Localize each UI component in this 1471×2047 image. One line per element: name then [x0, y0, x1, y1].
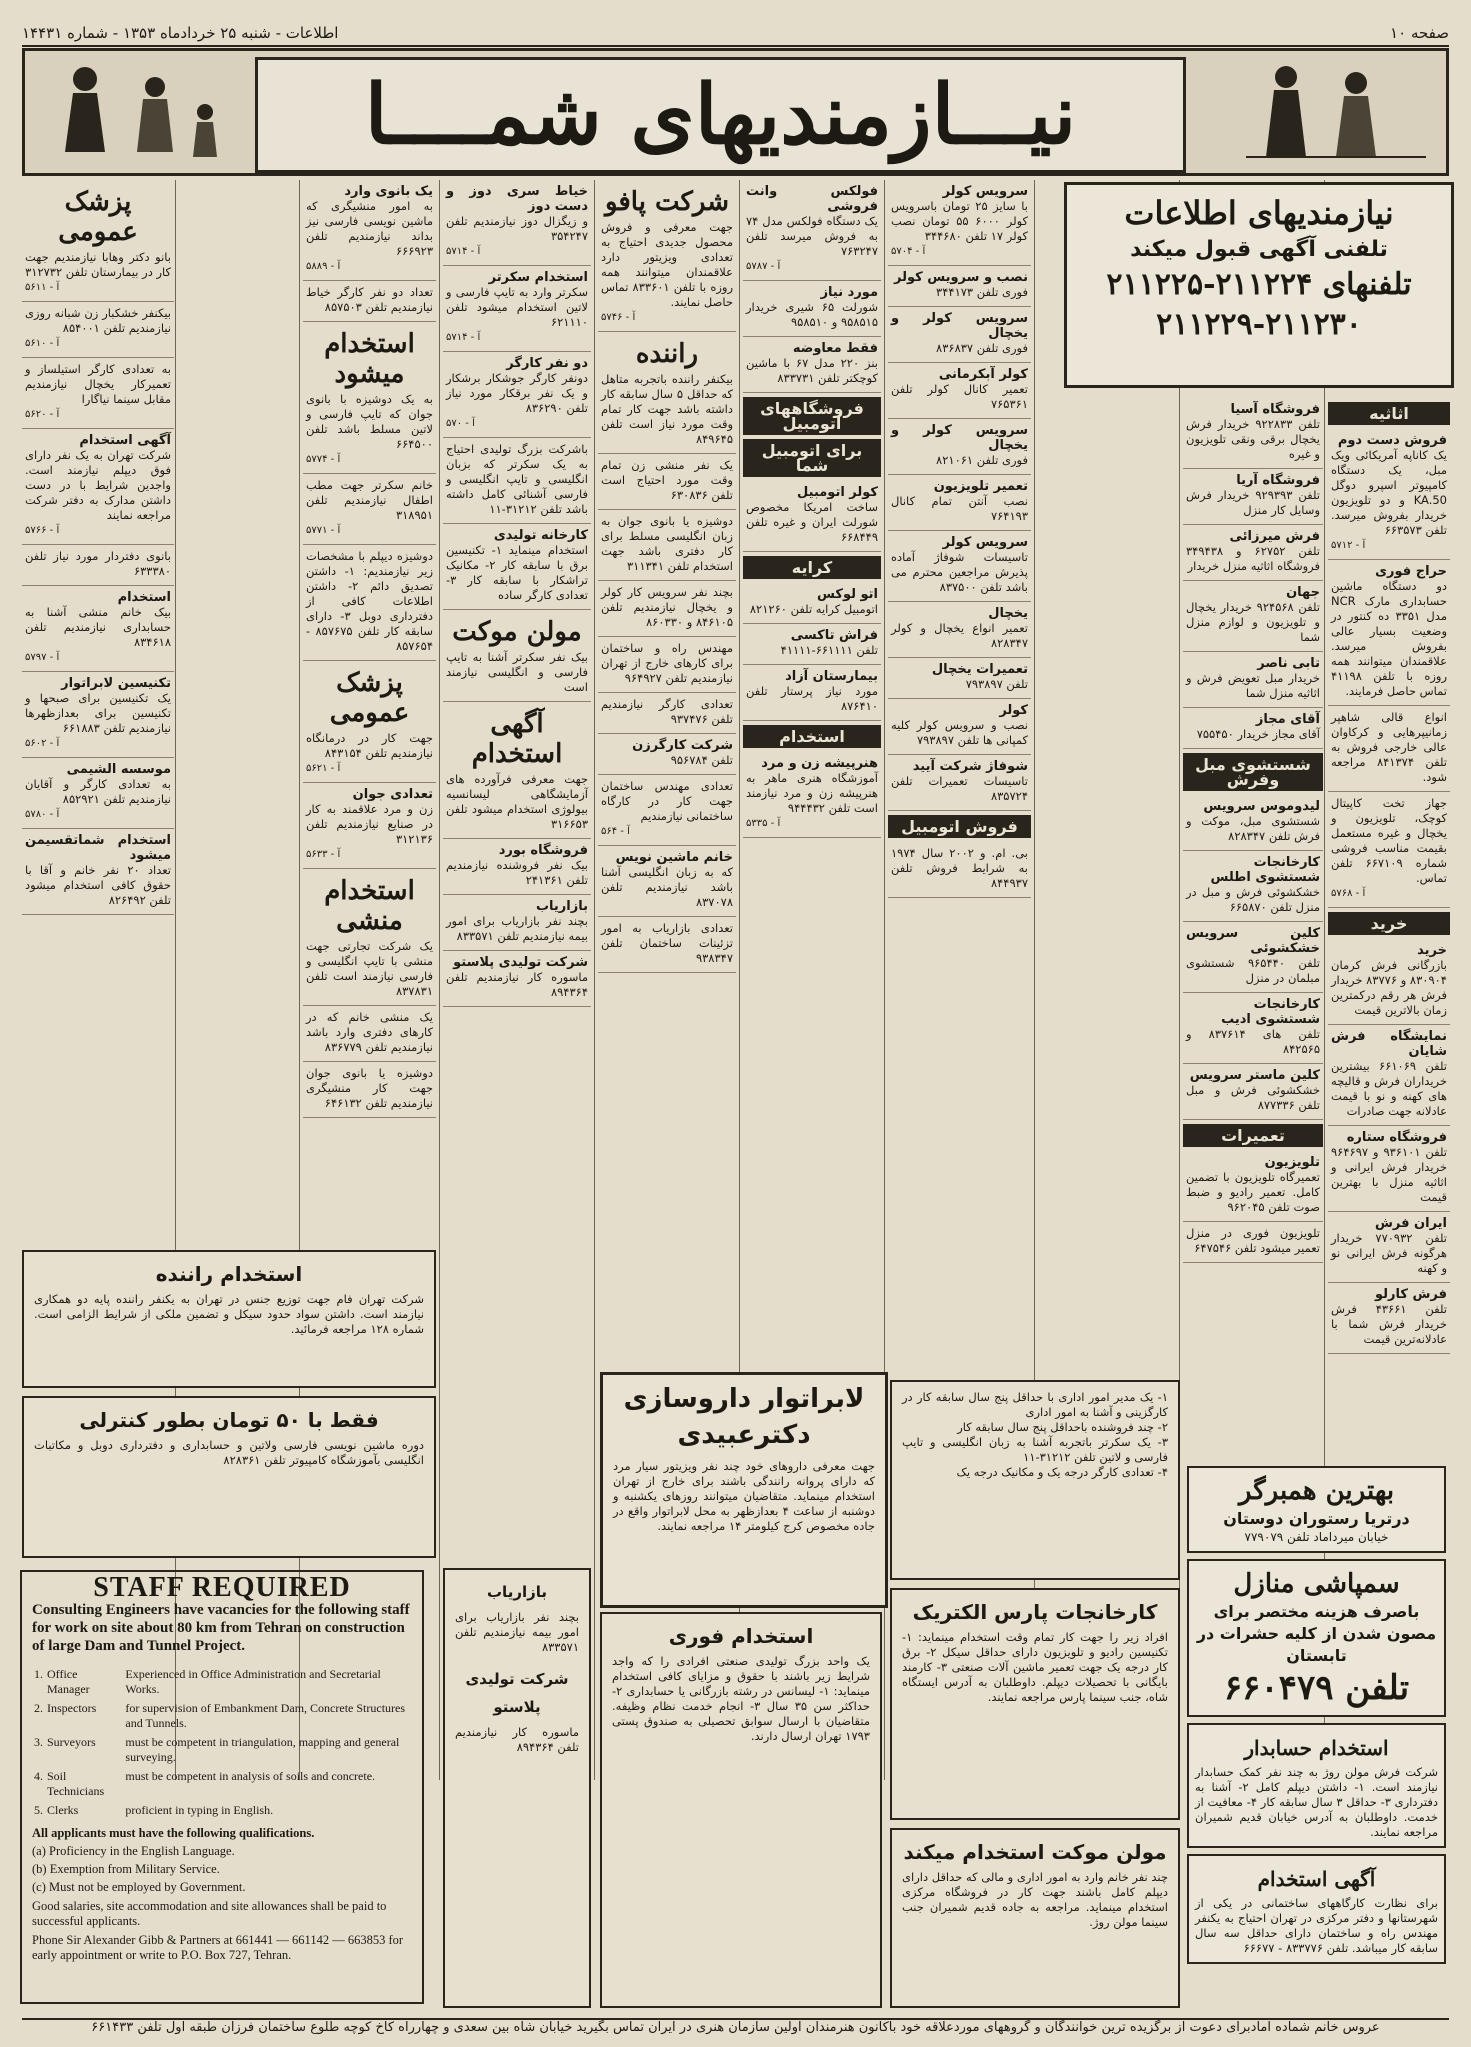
ad-item: کولر آبکرمانی تعمیر کانال کولر تلفن ۷۶۵۳۶۱	[888, 363, 1031, 419]
page-footer: عروس خانم شماده امادبرای دعوت از برگزیده ترین خوانندگان و گروههای موردعلاقه خود باکانون هنرمندان اولین سازمان هنری در ایران تماس بگیرید خیابان شاه بین سعدی و چهارراه کاخ کوچه طلوع ساختمان فرزان طبقه اول تلفن ۶۶۱۴۳۳	[22, 2018, 1449, 2042]
ad-item: بانوی دفتردار مورد نیاز تلفن ۶۳۳۳۸۰	[22, 545, 174, 586]
ad-item: استخدام شماتقسیمن میشود تعداد ۲۰ نفر خانم و آقا با حقوق کافی استخدام میشود تلفن ۸۲۶۴۹۲	[22, 829, 174, 915]
moulin-title: مولن موکت استخدام میکند	[903, 1840, 1167, 1864]
ad-item: به تعدادی کارگر استیلساز و تعمیرکار یخچال نیازمندیم مقابل سینما نیاگارا آ - ۵۶۲۰	[22, 358, 174, 429]
ad-item: کارخانه تولیدی استخدام مینماید ۱- تکنیسین برق با سابقه کار ۲- مکانیک تراشکار با سابقه کار ۳- تعدادی کارگر ساده	[443, 524, 591, 610]
staff-intro: Consulting Engineers have vacancies for the following staff for work on site about 80 km from Tehran on construction of large Dam and Tunnel Project.	[32, 1602, 410, 1654]
ad-item: فروشگاه بورد بیک نفر فروشنده نیازمندیم تلفن ۲۴۱۳۶۱	[443, 839, 591, 895]
staff-title: STAFF REQUIRED	[93, 1572, 351, 1603]
contact-note: Phone Sir Alexander Gibb & Partners at 661441 — 661142 — 663853 for early appointment or write to P.O. Box 727, Tehran.	[32, 1933, 404, 1962]
ad-item: جهان تلفن ۹۲۴۵۶۸ خریدار یخچال و تلویزیون و لوازم منزل شما	[1183, 581, 1323, 652]
ad-item: شرکت کارگرزن تلفن ۹۵۶۷۸۴	[598, 734, 736, 775]
pars-title: کارخانجات پارس الکتریک	[912, 1600, 1158, 1624]
ad-item: فرش میرزائی تلفن ۶۲۷۵۲ و ۳۴۹۴۳۸ فروشگاه اثاثیه منزل خریدار	[1183, 525, 1323, 581]
ad-item: بیکنفر خشکبار زن شبانه روزی نیازمندیم تلفن ۸۵۴۰۰۱ آ - ۵۶۱۰	[22, 302, 174, 358]
table-row: 3. Surveyors must be competent in triangulation, mapping and general surveying.	[34, 1735, 400, 1764]
ad-item: بی. ام. و ۲۰۰۲ سال ۱۹۷۴ به شرایط فروش تلفن ۸۴۴۹۳۷	[888, 842, 1031, 898]
ad-item: تعمیر تلویزیون نصب آنتن تمام کانال ۷۶۴۱۹۳	[888, 475, 1031, 531]
ad-item: تعدادی جوان زن و مرد علاقمند به کار در صنایع نیازمندیم تلفن ۳۱۲۱۳۶ آ - ۵۶۳۳	[303, 783, 436, 869]
family-illustration-icon	[35, 57, 245, 167]
ad-item: فراش تاکسی تلفن ۶۶۱۱۱۱-۴۱۱۱۱	[743, 624, 881, 665]
course-box: فقط با ۵۰ تومان بطور کنترلی دوره ماشین نویسی فارسی ولاتین و حسابداری و دفترداری دوبل و مکاتبات انگلیسی بآموزشگاه کامپیوتر تلفن ۸۲۸۳۶۱	[22, 1396, 436, 1558]
staff-required-ad	[20, 1570, 424, 2004]
ad-item: یک نفر منشی زن تمام وقت مورد احتیاج است تلفن ۶۳۰۸۳۶	[598, 454, 736, 510]
section-buy: خرید	[1328, 912, 1450, 935]
section-car-shops: فروشگاههای اتومبیل	[743, 397, 881, 435]
ad-item: حراج فوری دو دستگاه ماشین حسابداری مارک NCR مدل ۳۳۵۱ ده کنتور در وضعیت بسیار عالی بفروش میرسد. علاقمندان میتوانند همه روزه با تلفن ۴۱۱۹۸ تماس حاصل فرمایند.	[1328, 560, 1450, 706]
section-repairs: تعمیرات	[1183, 1124, 1323, 1147]
qual-item: (b) Exemption from Military Service.	[32, 1862, 220, 1876]
ad-item: پزشک عمومی جهت کار در درمانگاه نیازمندیم تلفن ۸۴۳۱۵۴ آ - ۵۶۲۱	[303, 661, 436, 783]
ad-item: فروشگاه آریا تلفن ۹۲۹۳۹۳ خریدار فرش وسایل کار منزل	[1183, 469, 1323, 525]
ad-item: خیاط سری دوز و دست دوز و زیگزال دوز نیازمندیم تلفن ۳۵۴۲۴۷ آ - ۵۷۱۴	[443, 180, 591, 266]
column-jobs-a	[598, 180, 736, 1340]
pest-control-ad: سمپاشی منازل باصرف هزینه مختصر برای مصون شدن از کلیه حشرات در تابستان تلفن ۶۶۰۴۷۹	[1187, 1559, 1446, 1717]
column-jobs-d	[22, 180, 174, 1240]
table-row: 1. Office Manager Experienced in Office Administration and Secretarial Works.	[34, 1667, 381, 1696]
right-bottom-ads	[1183, 1460, 1450, 2008]
ad-item: دوشیزه یا بانوی جوان جهت کار منشیگری نیازمندیم تلفن ۶۴۶۱۳۲	[303, 1062, 436, 1118]
table-row: 4. Soil Technicians must be competent in analysis of soils and concrete.	[34, 1769, 376, 1798]
ad-item: تعدادی مهندس ساختمان جهت کار در کارگاه ساختمانی نیازمندیم آ - ۵۶۴	[598, 775, 736, 846]
engineer-ad: آگهی استخدام برای نظارت کارگاههای ساختمانی در یکی از شهرستانها و دفتر مرکزی در تهران احتیاج به یکنفر مهندس راه و ساختمان دارای حداقل سه سال سابقه کار میباشد. تلفن ۸۳۳۷۷۶ - ۶۶۶۷۷	[1187, 1854, 1446, 1964]
ad-item: دوشیزه دیپلم با مشخصات زیر نیازمندیم: ۱- داشتن تصدیق دائم ۲- داشتن اطلاعات کافی از دفترداری دوبل ۳- دارای سابقه کار تلفن ۸۵۷۶۷۵ - ۸۵۷۶۵۴	[303, 545, 436, 661]
moulin-body: چند نفر خانم وارد به امور اداری و مالی که حداقل دارای دیپلم کامل باشند جهت کار در فروشگاه مرکزی استخدام مینماید. مراجعه به جاده قدیم شمیران جنب سینما مولن روژ.	[902, 1870, 1168, 1929]
staff-roles-table	[32, 1665, 412, 1820]
ad-item: تعدادی بازاریاب به امور تزئینات ساختمان تلفن ۹۳۸۳۴۷	[598, 917, 736, 973]
ad-item: نمایشگاه فرش شایان تلفن ۶۶۱۰۶۹ بیشترین خریداران فرش و قالیچه های کهنه و نو با قیمت عادلانه جهت صادرات	[1328, 1025, 1450, 1126]
ad-item: تلویزیون فوری در منزل تعمیر میشود تلفن ۶۴۷۵۴۶	[1183, 1222, 1323, 1263]
hamburger-ad: بهترین همبرگر درتریا رستوران دوستان خیابان میرداماد تلفن ۷۷۹۰۷۹	[1187, 1466, 1446, 1553]
issue-meta: اطلاعات - شنبه ۲۵ خردادماه ۱۳۵۳ - شماره ۱۴۴۳۱	[22, 24, 339, 42]
ad-item: کارخانجات شستشوی اطلس خشکشوئی فرش و مبل در منزل تلفن ۶۶۵۸۷۰	[1183, 851, 1323, 922]
staff-list-box: ۱- یک مدیر امور اداری با حداقل پنج سال سابقه کار در کارگزینی و آشنا به امور اداری ۲- چند فروشنده باحداقل پنج سال سابقه کار ۳- یک سکرتر باتجربه آشنا به زبان انگلیسی و تایپ فارسی و لاتین تلفن ۳۱۲۱۲-۱۱ ۴- تعدادی کارگر درجه یک و مکانیک درجه یک	[890, 1380, 1180, 1580]
page-header	[22, 16, 1449, 47]
banner-title: نیـــازمندیهای شمــــا	[255, 57, 1186, 173]
ad-item: فقط معاوضه بنز ۲۲۰ مدل ۶۷ با ماشین کوچکتر تلفن ۸۳۳۷۳۱	[743, 337, 881, 393]
ad-item: فروشگاه آسیا تلفن ۹۲۲۸۳۳ خریدار فرش یخچال برقی ونقی تلویزیون و غیره	[1183, 398, 1323, 469]
ad-item: خانم سکرتر جهت مطب اطفال نیازمندیم تلفن ۳۱۸۹۵۱ آ - ۵۷۷۱	[303, 474, 436, 545]
ad-item: سرویس کولر و یخچال فوری تلفن ۸۳۶۸۳۷	[888, 307, 1031, 363]
info-phone-box	[1064, 182, 1454, 388]
ad-item: کولر نصب و سرویس کولر کلیه کمپانی ها تلفن ۷۹۳۸۹۷	[888, 699, 1031, 755]
ad-item: آگهی استخدام جهت معرفی فرآورده های آزمایشگاهی لیسانسیه بیولوژی استخدام میشود تلفن ۳۱۶۶۵۳	[443, 702, 591, 839]
column-furniture	[1328, 398, 1450, 1458]
ad-item: لیدوموس سرویس شستشوی مبل، موکت و فرش تلفن ۸۲۸۳۴۷	[1183, 795, 1323, 851]
ad-item: انواع قالی شاهپر زمانیپرهایی و کرکاوان عالی خارجی فروش به تلفن ۸۴۱۳۷۴ مراجعه شود.	[1328, 706, 1450, 792]
column-jobs-c	[303, 180, 436, 1240]
ad-item: سرویس کولر و یخچال فوری تلفن ۸۲۱۰۶۱	[888, 419, 1031, 475]
section-washing: شستشوی مبل وفرش	[1183, 753, 1323, 791]
pars-electric-box	[890, 1588, 1180, 1820]
ad-item: دوشیزه یا بانوی جوان به زبان انگلیسی مسلط برای کار دفتری باشد جهت استخدام تلفن ۳۱۱۳۴۱	[598, 510, 736, 581]
ad-item: بازاریاب بچند نفر بازاریاب برای امور بیمه نیازمندیم تلفن ۸۳۳۵۷۱	[443, 895, 591, 951]
urgent-job-box	[600, 1612, 882, 2008]
moulin-box	[890, 1828, 1180, 2008]
ad-item: فرش کارلو تلفن ۴۳۶۶۱ فرش خریدار فرش شما با عادلانه‌ترین قیمت	[1328, 1283, 1450, 1354]
ad-item: فروش دست دوم یک کاناپه آمریکائی ویک مبل، یک دستگاه کامپیوتر اسپرو دوگل KA.50 و دو تلویزیون خریدار بفروش میرسد. تلفن ۶۶۳۵۷۳ آ - ۵۷۱۲	[1328, 429, 1450, 560]
ad-item: شوفاژ شرکت آیید تاسیسات تعمیرات تلفن ۸۳۵۷۲۴	[888, 755, 1031, 811]
column-rule	[439, 180, 440, 1780]
ad-item: سرویس کولر با سایز ۲۵ تومان باسرویس کولر ۶۰۰۰ ۵۵ تومان نصب کولر ۱۷ تلفن ۳۴۴۶۸۰ آ - ۵۷۰۴	[888, 180, 1031, 266]
column-rule	[594, 180, 595, 1780]
section-car-sale: فروش اتومبیل	[888, 815, 1031, 838]
ad-item: فروشگاه ستاره تلفن ۹۳۶۱۰۱ و ۹۶۴۶۹۷ خریدار فرش ایرانی و اثاثیه منزل با بهترین قیمت	[1328, 1126, 1450, 1212]
ad-item: کولر اتومبیل ساخت امریکا مخصوص شورلت ایران و غیره تلفن ۶۶۸۴۴۹	[743, 481, 881, 552]
section-employment: استخدام	[743, 725, 881, 748]
ad-item: تابی ناصر خریدار مبل تعویض فرش و اثاثیه منزل شما	[1183, 652, 1323, 708]
ad-item: یخچال تعمیر انواع یخچال و کولر ۸۲۸۳۴۷	[888, 602, 1031, 658]
ad-item: راننده بیکنفر راننده باتجربه متاهل که حداقل ۵ سال سابقه کار داشته باشد جهت کار تمام وقت مورد نیاز است تلفن ۸۴۹۶۴۵	[598, 332, 736, 454]
ad-item: جهاز تخت کاپیتال کوچک، تلویزیون و یخچال و غیره مستعمل بقیمت مناسب فروشی شماره ۶۶۷۱۰۹ تلفن تماس. آ - ۵۷۶۸	[1328, 792, 1450, 908]
lab-body: جهت معرفی داروهای خود چند نفر ویزیتور سیار مرد که دارای پروانه رانندگی باشند برای خارج از تهران استخدام مینماید. متقاضیان میتوانند روزهای یکشنبه و دوشنبه از ساعت ۴ بعدازظهر به محل لابراتوار واقع در جاده مخصوص کرج کیلومتر ۱۴ مراجعه نمایند.	[613, 1459, 875, 1533]
ad-item: مهندس راه و ساختمان برای کارهای خارج از تهران نیازمندیم تلفن ۹۶۴۹۲۷	[598, 637, 736, 693]
urgent-body: یک واحد بزرگ تولیدی صنعتی افرادی را که واجد شرایط زیر باشند با حقوق و مزایای کافی استخدام مینماید: ۱- لیسانس در رشته بازرگانی یا حسابداری ۲- حداکثر سن ۳۵ سال ۳- انجام خدمت نظام وظیفه. متقاضیان با ارسال سوابق تحصیلی به صندوق پستی ۱۷۹۳ تهران ارسال دارند.	[612, 1654, 870, 1743]
qual-item: (a) Proficiency in the English Language.	[32, 1844, 235, 1858]
ad-item: هنرپیشه زن و مرد آموزشگاه هنری ماهر به هنرپیشه زن و مرد نیازمند است تلفن ۹۴۴۴۳۲ آ - ۵۳۳۵	[743, 752, 881, 838]
info-phones-1: تلفنهای ۲۱۱۲۲۴-۲۱۱۲۲۵	[1106, 267, 1412, 302]
ad-item: مورد نیاز شورلت ۶۵ شیری خریدار ۹۵۸۵۱۵ و ۹۵۸۵۱۰	[743, 281, 881, 337]
ad-item: استخدام میشود به یک دوشیزه با بانوی جوان که تایپ فارسی و لاتین مسلط باشد تلفن ۶۶۴۵۰۰ آ - ۵۷۷۴	[303, 322, 436, 474]
ad-item: ایران فرش تلفن ۷۷۰۹۳۲ خریدار هرگونه فرش ایرانی نو و کهنه	[1328, 1212, 1450, 1283]
table-row: 2. Inspectors for supervision of Embankment Dam, Concrete Structures and Tunnels.	[34, 1701, 406, 1730]
ad-item: تکنیسین لابراتوار یک تکنیسین برای صبحها و تکنیسین برای بعدازظهرها نیازمندیم تلفن ۶۶۱۸۸۳ آ - ۵۶۰۲	[22, 672, 174, 758]
ad-item: تلویزیون تعمیرگاه تلویزیون با تضمین کامل. تعمیر رادیو و ضبط صوت تلفن ۹۶۲۰۴۵	[1183, 1151, 1323, 1222]
ad-item: تعدادی کارگر نیازمندیم تلفن ۹۳۷۴۷۶	[598, 693, 736, 734]
salary-note: Good salaries, site accommodation and site allowances shall be paid to successful applicants.	[32, 1899, 387, 1928]
ad-item: خانم ماشین نویس که به زبان انگلیسی آشنا باشد نیازمندیم تلفن ۸۳۷۰۷۸	[598, 846, 736, 917]
accountant-ad: استخدام حسابدار شرکت فرش مولن روژ به چند نفر کمک حسابدار نیازمند است. ۱- داشتن دیپلم کامل ۲- آشنا به دفترداری ۳- حداقل ۳ سال سابقه کار ۴- معافیت از خدمت. داوطلبان به آدرس خیابان قدیم شمیران مراجعه نمایند.	[1187, 1723, 1446, 1848]
ad-item: یک بانوی وارد به امور منشیگری که ماشین نویسی فارسی نیز بداند نیازمندیم تلفن ۶۶۶۹۲۳ آ - ۵۸۸۹	[303, 180, 436, 281]
driver-job-box: استخدام راننده شرکت تهران فام جهت توزیع جنس در تهران به یکنفر راننده پایه دو همکاری نیازمند است. داشتن سواد حدود سیکل و تضمین ملکی از شرایط الزامی است. شماره ۱۲۸ مراجعه فرمائید.	[22, 1250, 436, 1388]
column-shops	[1183, 398, 1323, 1458]
ad-item: نصب و سرویس کولر فوری تلفن ۳۴۴۱۷۳	[888, 266, 1031, 307]
info-title: نیازمندیهای اطلاعات	[1124, 194, 1394, 232]
ad-item: استخدام سکرتر سکرتر وارد به تایپ فارسی و لاتین استخدام میشود تلفن ۶۲۱۱۱۰ آ - ۵۷۱۴	[443, 266, 591, 352]
ad-item: فولکس وانت فروشی یک دستگاه فولکس مدل ۷۴ به فروش میرسد تلفن ۷۶۳۲۴۷ آ - ۵۷۸۷	[743, 180, 881, 281]
ad-item: استخدام منشی یک شرکت تجارتی جهت منشی با تایپ انگلیسی و فارسی نیازمند است تلفن ۸۳۷۸۳۱	[303, 869, 436, 1006]
ad-item: اتو لوکس اتومبیل کرایه تلفن ۸۲۱۲۶۰	[743, 583, 881, 624]
ad-item: باشرکت بزرگ تولیدی احتیاج به یک سکرتر که بزبان انگلیسی و تایپ انگلیسی و فارسی آشنائی کامل داشته باشد تلفن ۳۱۲۱۲-۱۱	[443, 438, 591, 524]
qual-item: (c) Must not be employed by Government.	[32, 1880, 246, 1894]
ad-item: کلین سرویس خشکشوئی تلفن ۹۶۵۴۴۰ شستشوی مبلمان در منزل	[1183, 922, 1323, 993]
ad-item: کارخانجات شستشوی ادیب تلفن های ۸۳۷۶۱۴ و ۸۴۲۵۶۵	[1183, 993, 1323, 1064]
ad-item: آگهی استخدام شرکت تهران به یک نفر دارای فوق دیپلم نیازمند است. واجدین شرایط با در دست داشتن مدارک به دفتر شرکت مراجعه نمایند آ - ۵۷۶۶	[22, 429, 174, 545]
ad-item: موسسه الشیمی به تعدادی کارگر و آقایان نیازمندیم تلفن ۸۵۲۹۲۱ آ - ۵۷۸۰	[22, 758, 174, 829]
section-cars: برای اتومبیل شما	[743, 439, 881, 477]
ad-item: شرکت پافو جهت معرفی و فروش محصول جدیدی احتیاج به تعدادی ویزیتور دارد علاقمندان میتوانند همه روزه با تلفن ۸۳۳۶۰۱ تماس حاصل نمایند. آ - ۵۷۴۶	[598, 180, 736, 332]
ad-item: شرکت تولیدی پلاستو ماسوره کار نیازمندیم تلفن ۸۹۴۳۶۴	[443, 951, 591, 1007]
info-subtitle: تلفنی آگهی قبول میکند	[1130, 237, 1388, 262]
lab-job-box	[600, 1372, 888, 1608]
column-cooler	[888, 180, 1031, 1370]
ad-item: بچند نفر سرویس کار کولر و یخچال نیازمندیم تلفن ۸۴۶۱۰۵ و ۸۶۰۳۳۰	[598, 581, 736, 637]
people-illustration-icon	[1226, 57, 1436, 167]
column-jobs-b	[443, 180, 591, 1560]
classifieds-banner	[22, 48, 1449, 176]
section-furniture: اثاثیه	[1328, 402, 1450, 425]
section-rent: کرایه	[743, 556, 881, 579]
ad-item: تعمیرات یخچال تلفن ۷۹۳۸۹۷	[888, 658, 1031, 699]
info-phones-2: ۲۱۱۲۲۹-۲۱۱۲۳۰	[1156, 307, 1362, 342]
qual-heading: All applicants must have the following qualifications.	[32, 1826, 315, 1840]
ad-item: کلین ماستر سرویس خشکشوئی فرش و مبل تلفن ۸۷۷۳۳۶	[1183, 1064, 1323, 1120]
ad-item: سرویس کولر تاسیسات شوفاژ آماده پذیرش مراجعین محترم می باشد تلفن ۸۳۷۵۰۰	[888, 531, 1031, 602]
lab-title: لابراتوار داروسازی دکترعبیدی	[623, 1384, 865, 1450]
page-number: صفحه ۱۰	[1390, 24, 1449, 42]
pars-body: افراد زیر را جهت کار تمام وقت استخدام مینماید: ۱- تکنیسین رادیو و تلویزیون دارای حداقل سیکل ۲- برق کار درجه یک جهت تعمیر ماشین آلات صنعتی ۳- کارمند بایگانی با تحصیلات دیپلم. داوطلبان به آدرس ایستگاه شاه، جنب سینما پارس مراجعه نمایند.	[902, 1630, 1168, 1704]
urgent-title: استخدام فوری	[668, 1624, 814, 1648]
ad-item: خرید بازرگانی فرش کرمان ۸۳۰۹۰۴ و ۸۳۷۷۶ خریدار فرش هر رقم درکمترین زمان بالاترین قیمت	[1328, 939, 1450, 1025]
col6-bottom: بازاریاب بچند نفر بازاریاب برای امور بیمه نیازمندیم تلفن ۸۳۳۵۷۱ شرکت تولیدی پلاستو ماسوره کار نیازمندیم تلفن ۸۹۴۳۶۴	[443, 1568, 591, 2008]
ad-item: پزشک عمومی بانو دکتر وهابا نیازمندیم جهت کار در بیمارستان تلفن ۳۱۲۷۳۲ آ - ۵۶۱۱	[22, 180, 174, 302]
ad-item: استخدام بیک خانم منشی آشنا به حسابداری نیازمندیم تلفن ۸۳۴۶۱۸ آ - ۵۷۹۷	[22, 586, 174, 672]
ad-item: دو نفر کارگر دونفر کارگر جوشکار برشکار و یک نفر برقکار مورد نیاز تلفن ۸۳۶۲۹۰ آ - ۵۷۰	[443, 352, 591, 438]
ad-item: مولن موکت بیک نفر سکرتر آشنا به تایپ فارسی و انگلیسی نیازمند است	[443, 610, 591, 702]
ad-item: تعداد دو نفر کارگر خیاط نیازمندیم تلفن ۸۵۷۵۰۳	[303, 281, 436, 322]
column-cars	[743, 180, 881, 1340]
table-row: 5. Clerks proficient in typing in English.	[34, 1803, 274, 1817]
ad-item: آقای مجاز آقای مجاز خریدار ۷۵۵۴۵۰	[1183, 708, 1323, 749]
ad-item: یک منشی خانم که در کارهای دفتری وارد باشد نیازمندیم تلفن ۸۳۶۷۷۹	[303, 1006, 436, 1062]
ad-item: بیمارستان آزاد مورد نیاز پرستار تلفن ۸۷۶۴۱۰	[743, 665, 881, 721]
